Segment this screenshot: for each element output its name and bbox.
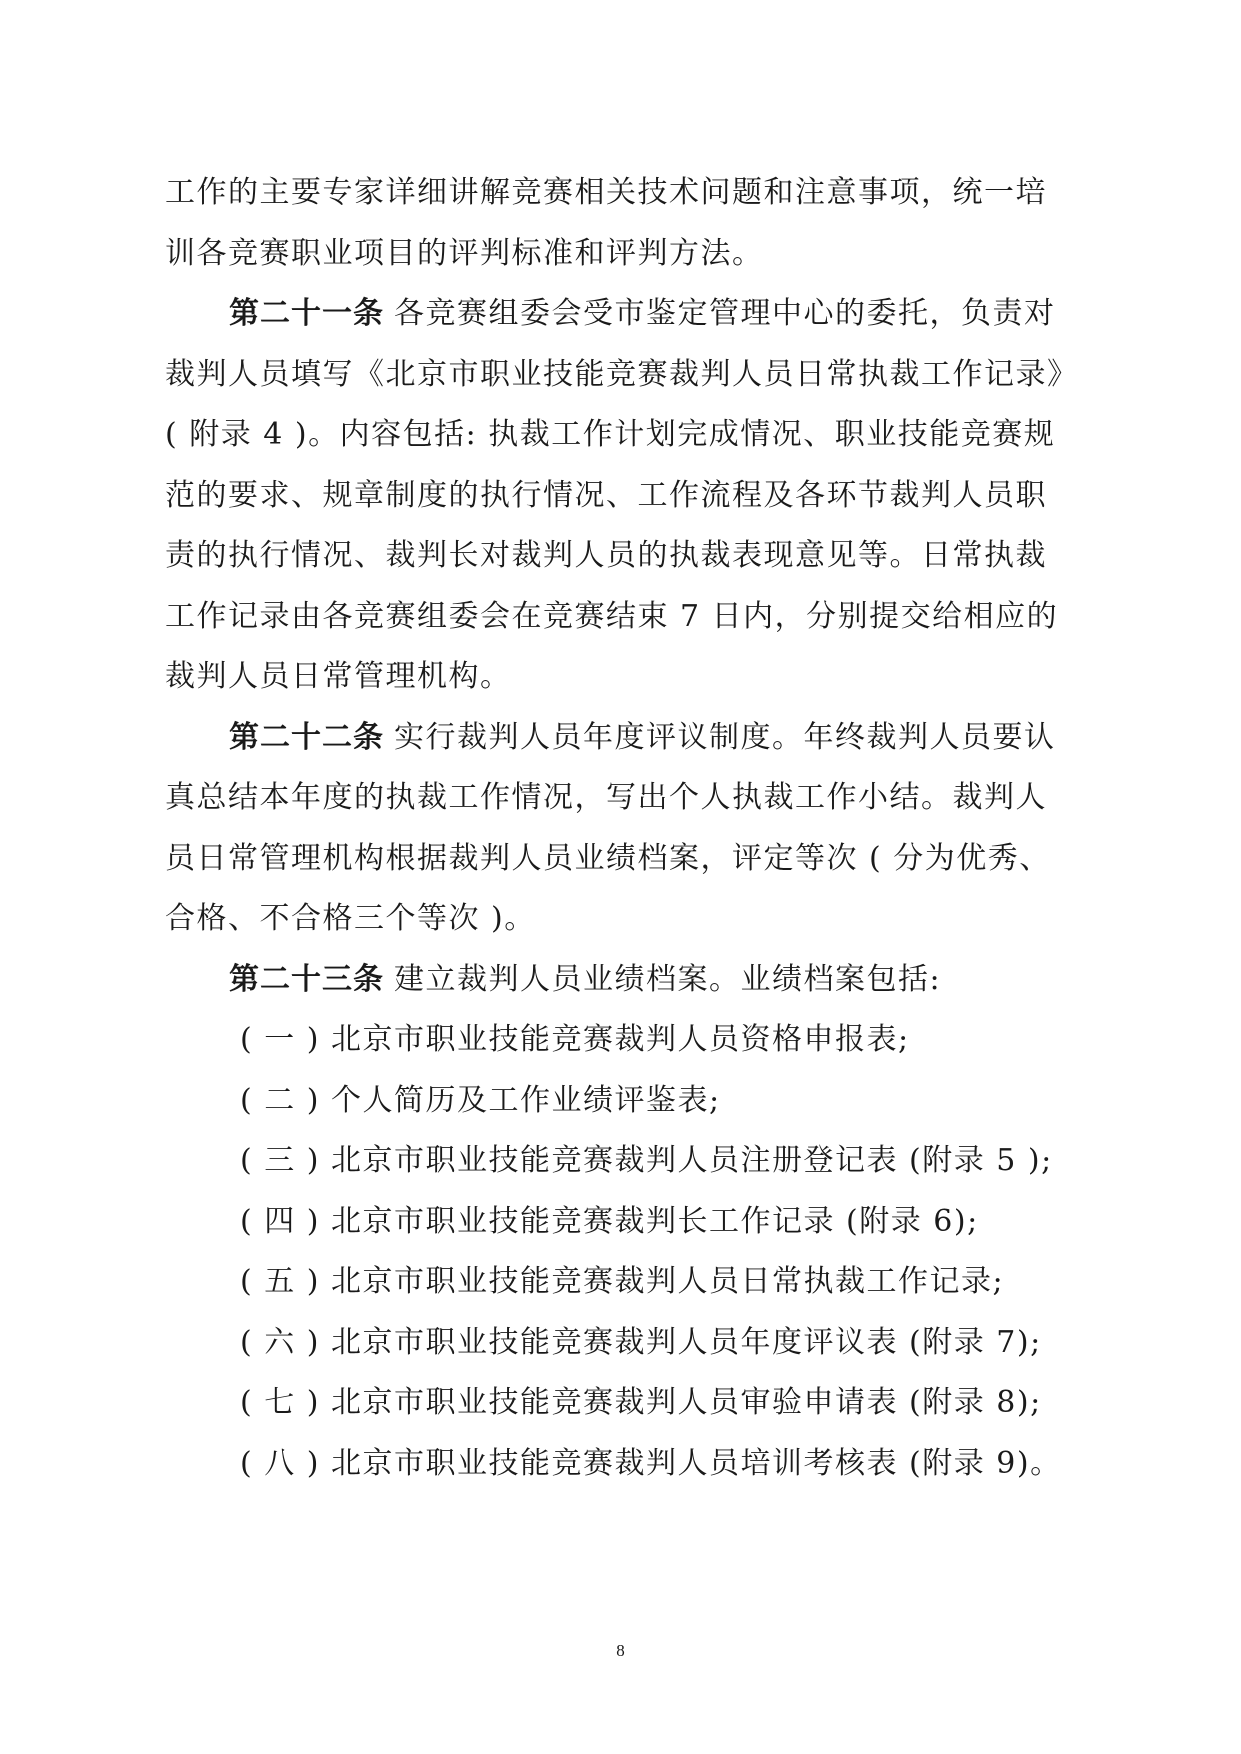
list-item: ( 三 ) 北京市职业技能竞赛裁判人员注册登记表 (附录 5 ); — [240, 1143, 1053, 1178]
list-item: ( 一 ) 北京市职业技能竞赛裁判人员资格申报表; — [240, 1022, 910, 1057]
article-heading: 第二十二条 — [229, 719, 384, 755]
paragraph-article-22 — [165, 708, 1070, 950]
list-item: ( 五 ) 北京市职业技能竞赛裁判人员日常执裁工作记录; — [240, 1264, 1005, 1299]
list-item: ( 二 ) 个人简历及工作业绩评鉴表; — [240, 1082, 721, 1118]
paragraph-text: 实行裁判人员年度评议制度。年终裁判人员要认真总结本年度的执裁工作情况，写出个人执裁工作小结。裁判人员日常管理机构根据裁判人员业绩档案，评定等次 ( 分为优秀、合格、不合格三个等次 )。 — [165, 719, 1056, 936]
paragraph-article-21 — [165, 284, 1070, 708]
article-heading: 第二十三条 — [229, 961, 384, 997]
list-item: ( 七 ) 北京市职业技能竞赛裁判人员审验申请表 (附录 8); — [240, 1385, 1042, 1420]
paragraph-text: 各竞赛组委会受市鉴定管理中心的委托，负责对裁判人员填写《北京市职业技能竞赛裁判人员日常执裁工作记录》( 附录 4 )。内容包括: 执裁工作计划完成情况、职业技能竞赛规范的要求、规章制度的执行情况、工作流程及各环节裁判人员职责的执行情况、裁判长对裁判人员的执裁表现意见等。日常执裁工作记录由各竞赛组委会在竞赛结束 7 日内，分别提交给相应的裁判人员日常管理机构。 — [165, 296, 1064, 694]
paragraph-text: 建立裁判人员业绩档案。业绩档案包括: — [394, 961, 942, 997]
body-text — [165, 163, 1070, 1494]
page-number: 8 — [616, 1641, 625, 1660]
list-item: ( 六 ) 北京市职业技能竞赛裁判人员年度评议表 (附录 7); — [240, 1324, 1042, 1360]
paragraph-article-23 — [165, 950, 1070, 1011]
list-item: ( 八 ) 北京市职业技能竞赛裁判人员培训考核表 (附录 9)。 — [240, 1445, 1062, 1481]
article-heading: 第二十一条 — [229, 296, 384, 331]
paragraph-continuation — [165, 163, 1070, 284]
list-item: ( 四 ) 北京市职业技能竞赛裁判长工作记录 (附录 6); — [240, 1203, 979, 1239]
paragraph-text: 工作的主要专家详细讲解竞赛相关技术问题和注意事项，统一培训各竞赛职业项目的评判标准和评判方法。 — [165, 175, 1047, 271]
